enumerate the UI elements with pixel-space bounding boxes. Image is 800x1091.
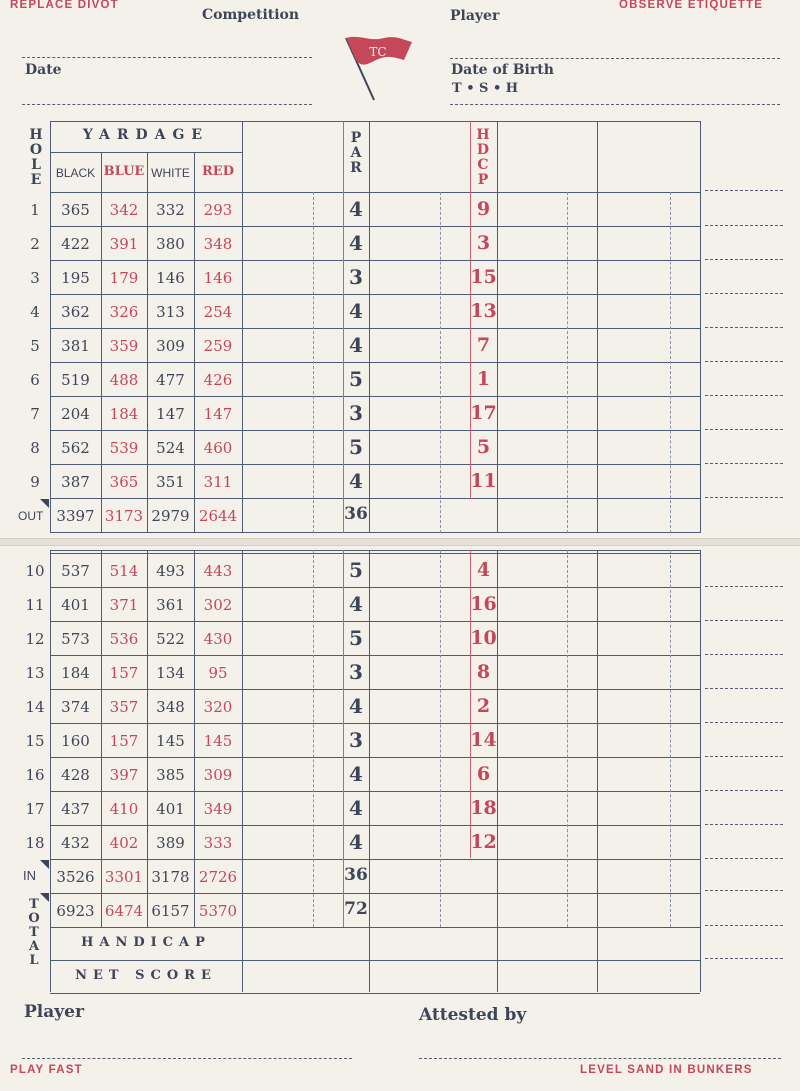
grid-dash [670,192,671,533]
side-dash [705,429,783,430]
in-par: 36 [344,865,368,885]
black-yardage: 365 [61,201,90,219]
play-fast-label: PLAY FAST [10,1064,83,1076]
blue-yardage: 514 [109,562,139,580]
hdcp-value: 8 [476,661,491,683]
grid-dash [567,192,568,533]
par-value: 3 [349,401,363,425]
par-value: 5 [349,367,363,391]
hole-number: 13 [25,664,45,682]
white-header: WHITE [151,166,190,180]
red-yardage: 95 [208,664,228,682]
white-yardage: 146 [156,269,185,287]
red-yardage: 311 [203,473,233,491]
blue-yardage: 157 [109,664,139,682]
hdcp-value: 18 [470,797,497,819]
hole-number: 4 [30,303,40,321]
dob-field[interactable] [450,104,780,105]
red-yardage: 259 [203,337,233,355]
out-red: 2644 [198,507,238,525]
hole-number: 2 [30,235,40,253]
white-yardage: 145 [156,732,185,750]
out-white: 2979 [151,507,190,525]
white-yardage: 361 [156,596,185,614]
blue-yardage: 488 [109,371,139,389]
hole-number: 1 [30,201,40,219]
out-blue: 3173 [104,507,144,525]
grid-line [50,152,242,153]
grid-line [497,550,498,992]
hdcp-value: 9 [476,198,491,220]
blue-yardage: 342 [109,201,139,219]
hdcp-value: 15 [470,266,497,288]
grid-dash [670,550,671,927]
side-dash [705,756,783,757]
par-value: 4 [349,333,363,357]
par-value: 4 [349,231,363,255]
side-dash [705,586,783,587]
grid-line [497,121,498,533]
red-yardage: 443 [203,562,233,580]
red-yardage: 348 [203,235,233,253]
grid-line [50,960,700,961]
side-dash [705,361,783,362]
black-yardage: 362 [61,303,90,321]
out-par: 36 [344,504,368,524]
blue-yardage: 391 [109,235,139,253]
out-label: OUT [18,509,44,523]
side-dash [705,620,783,621]
side-dash [705,722,783,723]
white-yardage: 493 [156,562,185,580]
total-black: 6923 [56,902,95,920]
red-yardage: 309 [203,766,233,784]
grid-line [597,550,598,992]
date-label: Date [25,62,62,78]
total-blue: 6474 [104,902,144,920]
white-yardage: 351 [156,473,185,491]
black-yardage: 195 [61,269,90,287]
blue-header: BLUE [103,164,145,179]
hdcp-value: 12 [470,831,497,853]
hole-number: 12 [25,630,45,648]
side-dash [705,395,783,396]
par-value: 3 [349,265,363,289]
hole-number: 11 [25,596,45,614]
par-value: 4 [349,469,363,493]
grid-dash [313,192,314,533]
grid-line [700,550,701,992]
hdcp-header: H D C P [476,127,490,188]
side-dash [705,790,783,791]
hdcp-value: 17 [470,402,497,424]
hdcp-value: 10 [470,627,497,649]
black-yardage: 573 [61,630,90,648]
black-yardage: 519 [61,371,90,389]
par-value: 4 [349,694,363,718]
blue-yardage: 410 [109,800,139,818]
player-signature-label: Player [24,1002,84,1022]
blue-yardage: 536 [109,630,139,648]
side-dash [705,925,783,926]
grid-line [242,121,243,533]
white-yardage: 313 [156,303,185,321]
hdcp-value: 3 [476,232,491,254]
in-blue: 3301 [104,868,144,886]
attested-by-label: Attested by [419,1005,527,1025]
par-value: 4 [349,830,363,854]
grid-line [369,550,370,992]
competition-field[interactable] [22,57,312,58]
hole-header: H O L E [29,127,43,188]
hdcp-value: 2 [476,695,491,717]
hdcp-value: 7 [476,334,491,356]
side-dash [705,225,783,226]
white-yardage: 348 [156,698,185,716]
player-signature-field[interactable] [22,1058,352,1059]
blue-yardage: 402 [109,834,139,852]
black-yardage: 204 [61,405,90,423]
date-field[interactable] [22,104,312,105]
corner-mark [40,499,49,508]
hdcp-value: 11 [470,470,497,492]
par-value: 4 [349,762,363,786]
black-yardage: 432 [61,834,90,852]
white-yardage: 522 [156,630,185,648]
hole-number: 14 [25,698,45,716]
white-yardage: 385 [156,766,185,784]
tsh-label: T • S • H [452,81,519,96]
grid-line [700,121,701,533]
grid-line [50,121,51,533]
blue-yardage: 326 [109,303,139,321]
grid-line [242,550,243,992]
black-yardage: 401 [61,596,90,614]
hole-number: 5 [30,337,40,355]
grid-line [50,121,242,122]
blue-yardage: 357 [109,698,139,716]
blue-yardage: 184 [109,405,139,423]
blue-yardage: 397 [109,766,139,784]
dob-label: Date of Birth [451,62,554,78]
hdcp-value: 1 [476,368,491,390]
par-value: 3 [349,728,363,752]
par-header: P A R [350,130,362,176]
par-value: 4 [349,197,363,221]
red-yardage: 146 [203,269,233,287]
hdcp-value: 4 [476,559,491,581]
red-yardage: 147 [203,405,233,423]
white-yardage: 380 [156,235,185,253]
hole-number: 7 [30,405,40,423]
grid-dash [567,550,568,927]
black-header: BLACK [55,166,96,180]
blue-yardage: 539 [109,439,139,457]
total-par: 72 [344,899,368,919]
grid-dash [440,550,441,927]
white-yardage: 332 [156,201,185,219]
red-yardage: 320 [203,698,233,716]
flag-logo-icon [340,32,420,104]
par-value: 5 [349,435,363,459]
total-white: 6157 [151,902,190,920]
white-yardage: 134 [156,664,185,682]
blue-yardage: 371 [109,596,139,614]
black-yardage: 428 [61,766,90,784]
observe-etiquette-label: OBSERVE ETIQUETTE [619,0,764,11]
attested-by-field[interactable] [419,1058,781,1059]
red-yardage: 349 [203,800,233,818]
black-yardage: 387 [61,473,90,491]
side-dash [705,858,783,859]
grid-line [50,993,700,994]
black-yardage: 437 [61,800,90,818]
card-fold [0,538,800,546]
white-yardage: 477 [156,371,185,389]
white-yardage: 309 [156,337,185,355]
blue-yardage: 359 [109,337,139,355]
hdcp-value: 5 [476,436,491,458]
red-header: RED [202,164,234,179]
hdcp-value: 16 [470,593,497,615]
white-yardage: 401 [156,800,185,818]
player-label: Player [450,8,500,24]
red-yardage: 293 [203,201,233,219]
red-yardage: 430 [203,630,233,648]
player-field[interactable] [450,58,780,59]
hole-number: 3 [30,269,40,287]
grid-dash [440,192,441,533]
blue-yardage: 179 [109,269,139,287]
hole-number: 18 [25,834,45,852]
hdcp-value: 13 [470,300,497,322]
blue-yardage: 157 [109,732,139,750]
in-black: 3526 [56,868,95,886]
black-yardage: 562 [61,439,90,457]
hdcp-value: 6 [476,763,491,785]
white-yardage: 147 [156,405,185,423]
hole-number: 8 [30,439,40,457]
side-dash [705,327,783,328]
black-yardage: 374 [61,698,90,716]
white-yardage: 389 [156,834,185,852]
red-yardage: 302 [203,596,233,614]
red-yardage: 333 [203,834,233,852]
side-dash [705,497,783,498]
red-yardage: 145 [203,732,233,750]
competition-label: Competition [202,7,300,23]
in-label: IN [23,868,36,883]
black-yardage: 537 [61,562,90,580]
black-yardage: 381 [61,337,90,355]
hdcp-value: 14 [470,729,497,751]
net-score-label: NET SCORE [75,968,217,983]
total-red: 5370 [198,902,238,920]
black-yardage: 160 [61,732,90,750]
in-white: 3178 [151,868,190,886]
par-value: 4 [349,796,363,820]
side-dash [705,824,783,825]
side-dash [705,259,783,260]
yardage-header: YARDAGE [82,127,210,143]
grid-line [369,121,370,533]
red-yardage: 460 [203,439,233,457]
blue-yardage: 365 [109,473,139,491]
par-value: 4 [349,299,363,323]
red-yardage: 426 [203,371,233,389]
red-yardage: 254 [203,303,233,321]
par-value: 3 [349,660,363,684]
hole-number: 15 [25,732,45,750]
logo-monogram: TC [369,45,387,59]
white-yardage: 524 [156,439,185,457]
hole-number: 16 [25,766,45,784]
grid-line [242,121,700,122]
grid-dash [313,550,314,927]
level-sand-label: LEVEL SAND IN BUNKERS [580,1064,753,1076]
in-red: 2726 [198,868,238,886]
black-yardage: 422 [61,235,90,253]
side-dash [705,958,783,959]
side-dash [705,688,783,689]
par-value: 5 [349,558,363,582]
replace-divot-label: REPLACE DIVOT [10,0,119,11]
corner-mark [40,860,49,869]
out-black: 3397 [56,507,95,525]
hole-number: 9 [30,473,40,491]
side-dash [705,654,783,655]
hole-number: 10 [25,562,45,580]
side-dash [705,190,783,191]
grid-line [50,927,700,928]
par-value: 5 [349,626,363,650]
grid-line [597,121,598,533]
side-dash [705,293,783,294]
handicap-label: HANDICAP [81,935,211,950]
total-label: T O T A L [28,897,40,968]
hole-number: 6 [30,371,40,389]
side-dash [705,463,783,464]
hole-number: 17 [25,800,45,818]
black-yardage: 184 [61,664,90,682]
par-value: 4 [349,592,363,616]
side-dash [705,890,783,891]
